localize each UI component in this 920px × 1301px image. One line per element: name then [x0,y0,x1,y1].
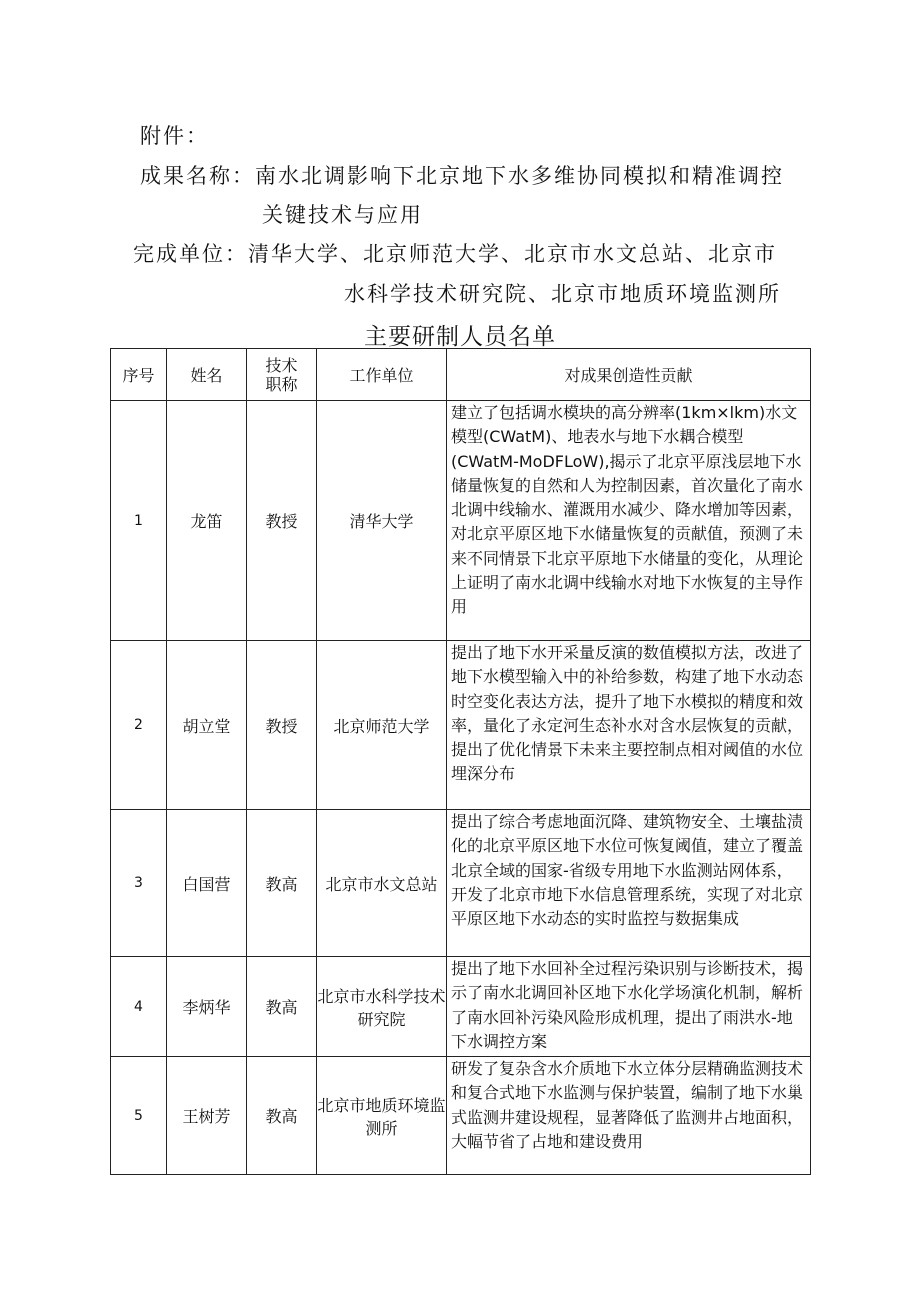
row-contribution: 研发了复杂含水介质地下水立体分层精确监测技术和复合式地下水监测与保护装置，编制了地下水巢式监测井建设规程，显著降低了监测井占地面积，大幅节省了占地和建设费用 [447,1057,811,1175]
row-title: 教授 [247,641,317,810]
achievement-name-line1 [140,160,784,190]
table-title: 主要研制人员名单 [364,324,556,350]
table-row [111,810,811,957]
header-contribution: 对成果创造性贡献 [447,349,811,401]
achievement-name-line2: 关键技术与应用 [262,203,423,227]
table-row [111,401,811,641]
row-unit: 北京市水科学技术研究院 [317,957,447,1057]
row-title: 教高 [247,1057,317,1175]
header-title-line2: 职称 [265,374,298,394]
row-no: 2 [111,641,167,810]
header-unit: 工作单位 [317,349,447,401]
achievement-name-value: 南水北调影响下北京地下水多维协同模拟和精准调控 [255,164,784,188]
table-row [111,1057,811,1175]
row-no: 4 [111,957,167,1057]
row-no: 3 [111,810,167,957]
row-contribution: 提出了地下水开采量反演的数值模拟方法，改进了地下水模型输入中的补给参数，构建了地下水动态时空变化表达方法，提升了地下水模拟的精度和效率，量化了永定河生态补水对含水层恢复的贡献，提出了优化情景下未来主要控制点相对阈值的水位埋深分布 [447,641,811,810]
table-row [111,641,811,810]
row-title: 教高 [247,957,317,1057]
row-name: 胡立堂 [167,641,247,810]
row-contribution: 建立了包括调水模块的高分辨率(1km×lkm)水文模型(CWatM)、地表水与地下水耦合模型(CWatM-MoDFLoW),揭示了北京平原浅层地下水储量恢复的自然和人为控制因素，首次量化了南水北调中线输水、灌溉用水减少、降水增加等因素，对北京平原区地下水储量恢复的贡献值，预测了未来不同情景下北京平原地下水储量的变化，从理论上证明了南水北调中线输水对地下水恢复的主导作用 [447,401,811,641]
row-unit: 北京师范大学 [317,641,447,810]
row-name: 龙笛 [167,401,247,641]
header-title [247,349,317,401]
personnel-table [110,348,811,1175]
row-no: 5 [111,1057,167,1175]
achievement-name-label: 成果名称： [140,164,255,188]
row-title: 教高 [247,810,317,957]
header-title-line1: 技术 [265,355,298,375]
table-header-row [111,349,811,401]
row-name: 白国营 [167,810,247,957]
table-row [111,957,811,1057]
row-name: 王树芳 [167,1057,247,1175]
completing-units-value: 清华大学、北京师范大学、北京市水文总站、北京市 [248,242,777,266]
row-name: 李炳华 [167,957,247,1057]
completing-units-label: 完成单位： [133,242,248,266]
header-name: 姓名 [167,349,247,401]
row-no: 1 [111,401,167,641]
header-no: 序号 [111,349,167,401]
row-unit: 北京市水文总站 [317,810,447,957]
row-contribution: 提出了综合考虑地面沉降、建筑物安全、土壤盐渍化的北京平原区地下水位可恢复阈值，建立了覆盖北京全域的国家-省级专用地下水监测站网体系，开发了北京市地下水信息管理系统，实现了对北京平原区地下水动态的实时监控与数据集成 [447,810,811,957]
row-title: 教授 [247,401,317,641]
attachment-label: 附件： [140,124,209,148]
completing-units-line2: 水科学技术研究院、北京市地质环境监测所 [344,282,781,306]
completing-units-line1 [133,238,777,268]
row-unit: 清华大学 [317,401,447,641]
row-contribution: 提出了地下水回补全过程污染识别与诊断技术，揭示了南水北调回补区地下水化学场演化机制，解析了南水回补污染风险形成机理，提出了雨洪水-地下水调控方案 [447,957,811,1057]
row-unit: 北京市地质环境监测所 [317,1057,447,1175]
